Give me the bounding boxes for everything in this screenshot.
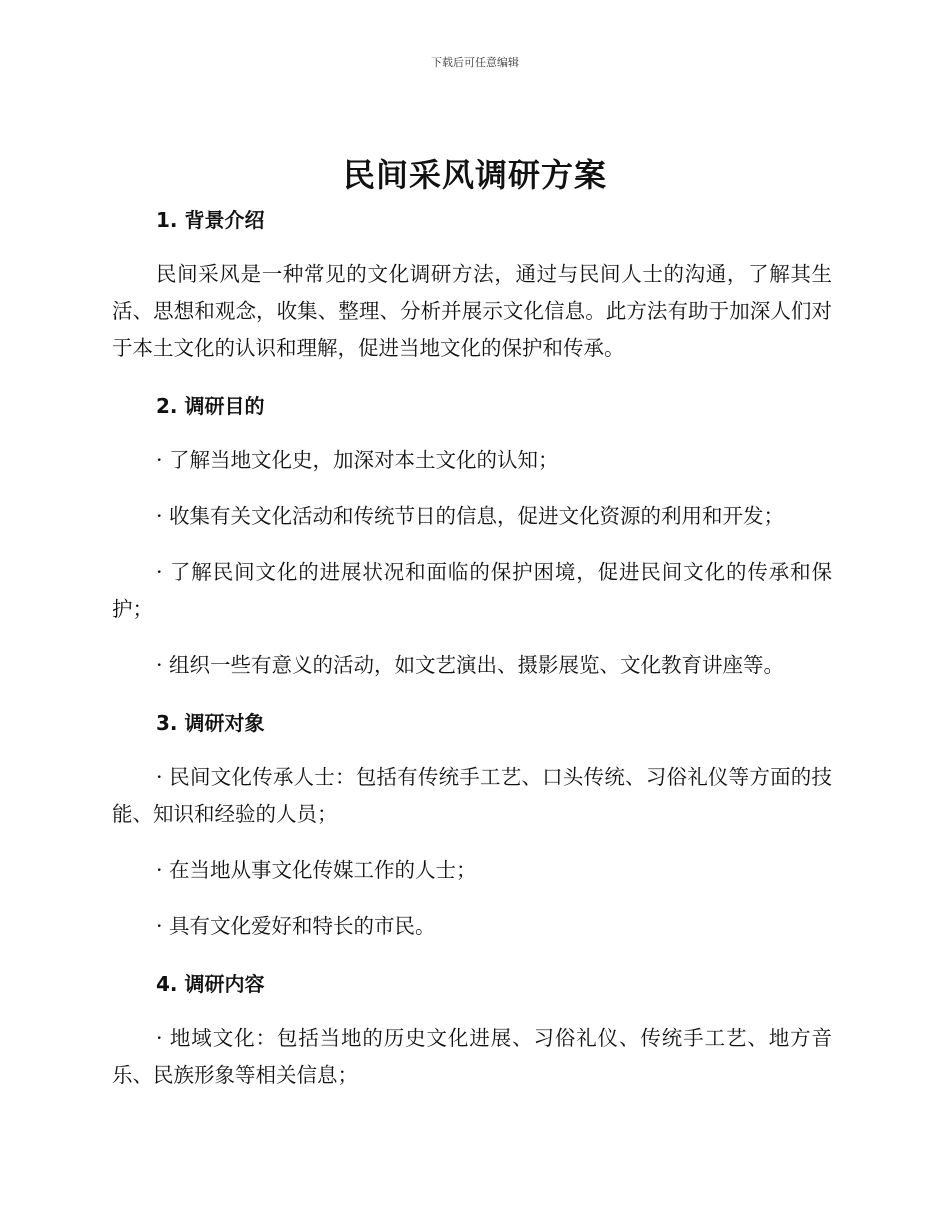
section-heading-background: 1. 背景介绍 — [156, 208, 265, 232]
section-heading-content: 4. 调研内容 — [156, 972, 265, 996]
subject-item-3: · 具有文化爱好和特长的市民。 — [156, 914, 436, 938]
page-title: 民间采风调研方案 — [342, 156, 607, 194]
purpose-item-1: · 了解当地文化史，加深对本土文化的认知； — [156, 448, 559, 472]
content-item-1: · 地域文化：包括当地的历史文化进展、习俗礼仪、传统手工艺、地方音乐、民族形象等相关信息； — [112, 1026, 832, 1087]
purpose-item-4: · 组织一些有意义的活动，如文艺演出、摄影展览、文化教育讲座等。 — [156, 653, 785, 677]
subject-item-1: · 民间文化传承人士：包括有传统手工艺、口头传统、习俗礼仪等方面的技能、知识和经验的人员； — [112, 765, 832, 826]
purpose-item-2: · 收集有关文化活动和传统节日的信息，促进文化资源的利用和开发； — [156, 504, 785, 528]
document-body — [112, 200, 832, 1094]
section-heading-subjects: 3. 调研对象 — [156, 711, 265, 735]
header-note: 下载后可任意编辑 — [431, 56, 519, 69]
section-heading-purpose: 2. 调研目的 — [156, 394, 265, 418]
subject-item-2: · 在当地从事文化传媒工作的人士； — [156, 858, 477, 882]
paragraph-background: 民间采风是一种常见的文化调研方法，通过与民间人士的沟通，了解其生活、思想和观念，收集、整理、分析并展示文化信息。此方法有助于加深人们对于本土文化的认识和理解，促进当地文化的保护和传承。 — [112, 262, 832, 360]
purpose-item-3: · 了解民间文化的进展状况和面临的保护困境，促进民间文化的传承和保护； — [112, 560, 832, 621]
